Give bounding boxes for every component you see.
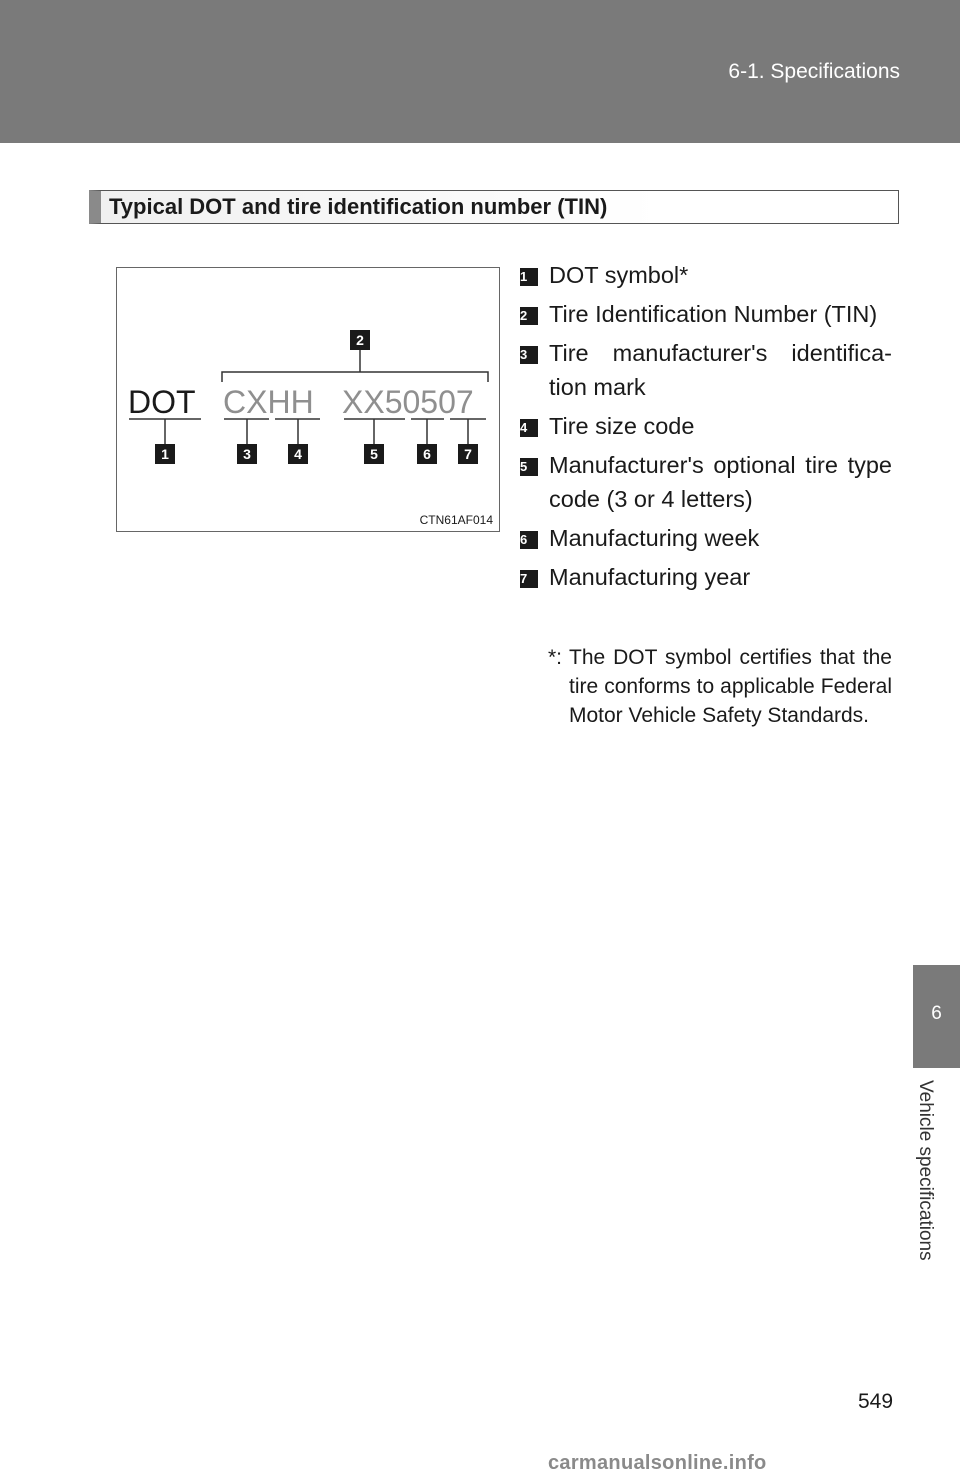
list-item [520,560,892,594]
list-item [520,336,892,404]
tin-legend-list [520,258,892,599]
code-xx50507: XX50507 [342,384,474,420]
code-dot: DOT [128,384,196,420]
item-number-badge: 3 [520,346,538,364]
footnote [548,643,892,730]
section-title: 6-1. Specifications [728,60,900,83]
list-item [520,258,892,292]
footnote-text: The DOT symbol certifies that the tire conforms to applicable Federal Motor Vehicle Safety Standards. [569,646,892,727]
item-text: Tire Identification Number (TIN) [549,301,878,327]
item-number-badge: 4 [520,419,538,437]
item-number-badge: 7 [520,570,538,588]
list-item [520,521,892,555]
list-item [520,297,892,331]
item-number-badge: 1 [520,268,538,286]
footnote-mark: *: [548,646,563,669]
item-text: Manufacturer's optional tire type code (3 or 4 letters) [549,452,892,512]
item-text: Tire size code [549,413,695,439]
code-cxhh: CXHH [223,384,314,420]
figure-id: CTN61AF014 [419,513,493,527]
chapter-tab-label: Vehicle specifications [915,1080,936,1261]
badge-6: 6 [423,446,431,462]
item-text: Tire manufacturer's identifica-tion mark [549,340,892,400]
list-item [520,448,892,516]
badge-5: 5 [370,446,378,462]
chapter-tab-number: 6 [931,1003,942,1024]
item-number-badge: 5 [520,458,538,476]
item-number-badge: 6 [520,531,538,549]
badge-2: 2 [356,332,364,348]
item-text: Manufacturing week [549,525,760,551]
badge-1: 1 [161,446,169,462]
tin-bracket [222,372,488,382]
tin-diagram [116,267,500,532]
section-heading: Typical DOT and tire identification number (TIN) [89,190,899,224]
item-number-badge: 2 [520,307,538,325]
badge-7: 7 [464,446,472,462]
watermark-link[interactable]: carmanualsonline.info [548,1452,767,1474]
tin-diagram-svg [117,268,501,533]
page-number: 549 [858,1390,894,1413]
item-text: DOT symbol* [549,262,689,288]
badge-3: 3 [243,446,251,462]
list-item [520,409,892,443]
badge-4: 4 [294,446,302,462]
item-text: Manufacturing year [549,564,751,590]
